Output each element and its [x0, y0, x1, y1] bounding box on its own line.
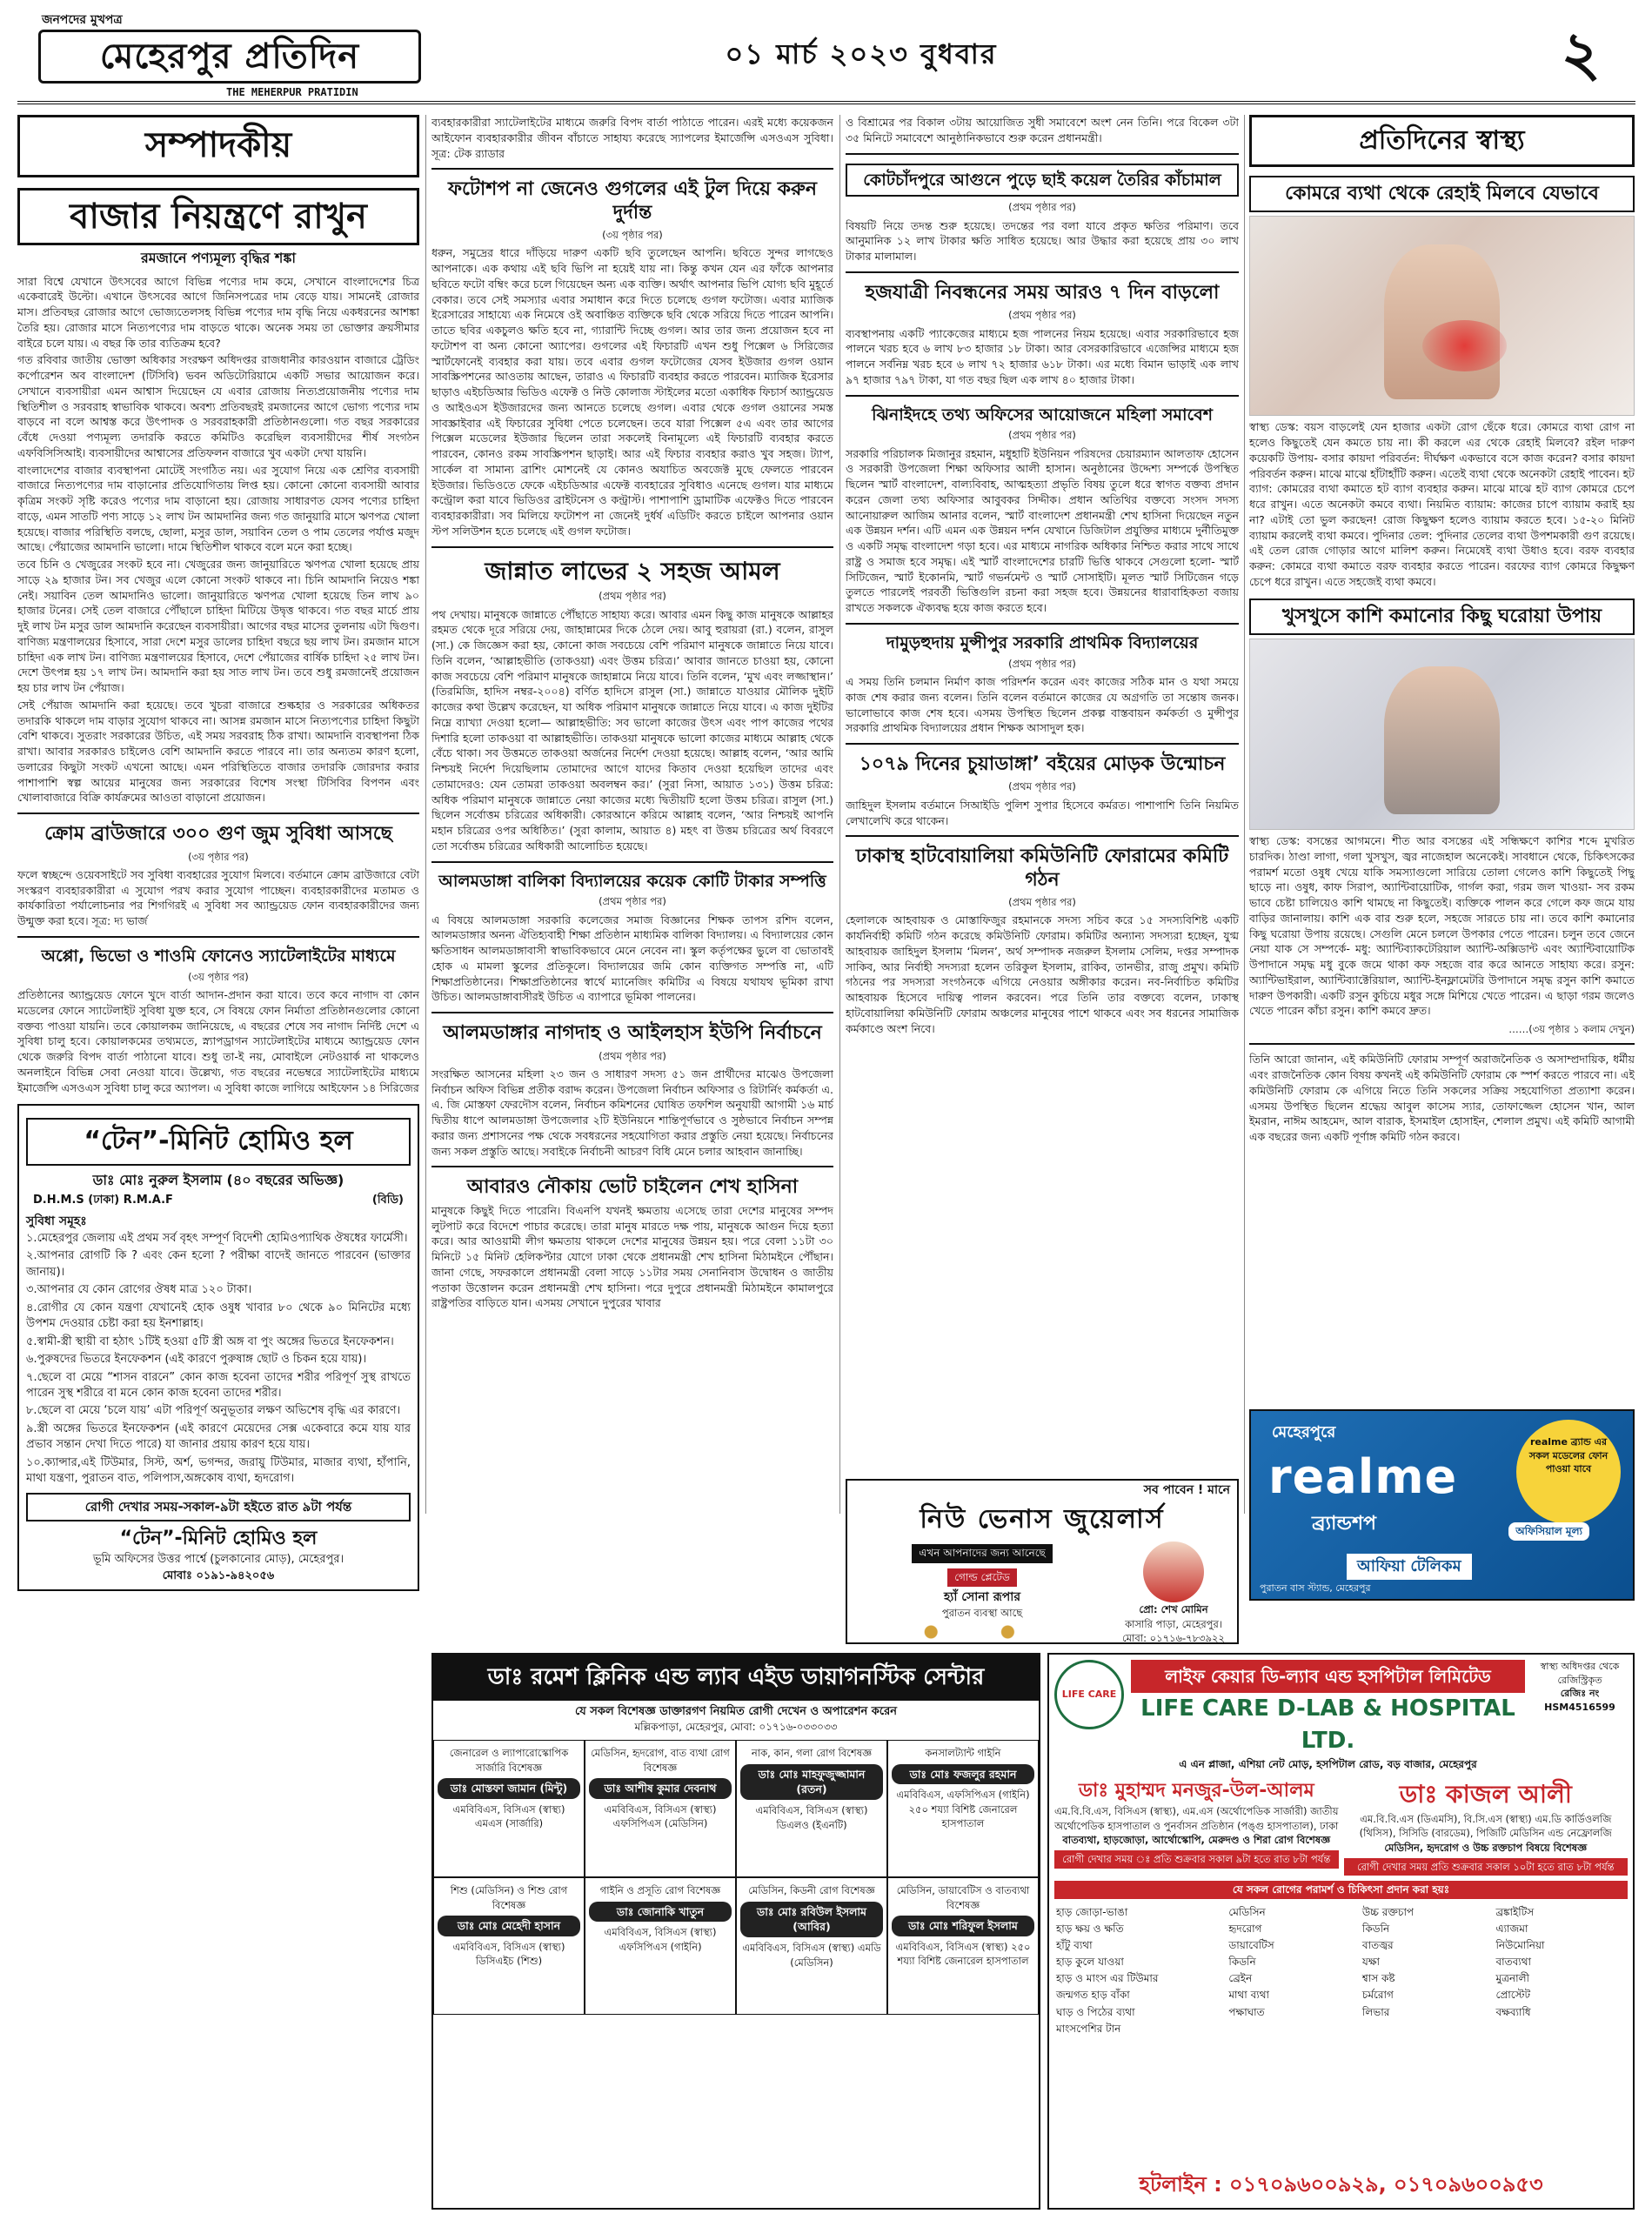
- jeweler-top: সব পাবেন ! মানে: [1143, 1483, 1230, 1497]
- doctor-speciality: মেডিসিন, হৃদরোগ ও উচ্চ রক্তচাপ বিষয়ে বিশেষজ্ঞ: [1384, 1841, 1588, 1854]
- list-item: বাতব্যথা: [1495, 1956, 1532, 1969]
- list-item: ডায়াবেটিস: [1228, 1939, 1274, 1952]
- offer-label: হ্যাঁ সোনা রূপার: [943, 1589, 1021, 1604]
- homeo-title: “টেন”-মিনিট হোমিও হল: [26, 1118, 411, 1166]
- column-divider: [425, 115, 426, 1514]
- masthead-tagline: জনপদের মুখপত্র: [42, 13, 123, 27]
- realme-brand: realme: [1268, 1448, 1458, 1504]
- article-body: এ সময় তিনি চলমান নির্মাণ কাজ পরিদর্শন করেন এবং কাজের সঠিক মান ও যথা সময়ে কাজ শেষ করার জন্য বলেন। তিনি বলেন বর্তমানে কাজের যে অগ্রগতি তা সন্তোষ জনক। ভালোভাবে কাজ শেষ হবে। এসময় উপস্থিত ছিলেন প্রকল্প বাস্তবায়ন কর্মকর্তা ও মুন্সীপুর সরকারি প্রাথমিক বিদ্যালয়ের প্রধান শিক্ষক আসাদুল হক।: [846, 675, 1239, 735]
- jeweler-ad: [846, 1479, 1239, 1644]
- continuation-note: (৩য় পৃষ্ঠার পর): [188, 850, 249, 863]
- column-3: [846, 115, 1239, 1472]
- list-item: মুত্রনালী: [1495, 1972, 1529, 1985]
- doctor-name: ডাঃ আশীষ কুমার দেবনাথ: [589, 1778, 732, 1799]
- list-item: ১০.ক্যান্সার,এই টিউমার, সিস্ট, অর্শ, ভগন্দর, জরায়ু টিউমার, মাজার ব্যথা, হাঁপানি, মাথা যন্ত্রণা, পুরাতন বাত, পলিপাস,অঙ্গকোষ ব্যথা, হৃদরোগ।: [26, 1455, 411, 1486]
- lifecare-hotline: হটলাইন : ০১৭০৯৬০০৯২৯, ০১৭০৯৬০০৯৫৩: [1139, 2171, 1543, 2197]
- list-item: ৬.পুরুষদের ভিতরে ইনফেকশন (এই কারণে পুরুষাঙ্গ ছোট ও চিকন হয়ে যায়)।: [26, 1353, 367, 1367]
- doctor-speciality: মেডিসিন, হৃদরোগ, বাত ব্যথা রোগ বিশেষজ্ঞ: [591, 1747, 730, 1774]
- article-headline: অপ্পো, ভিভো ও শাওমি ফোনেও স্যাটেলাইটের মাধ্যমে: [41, 946, 396, 966]
- homeo-time: রোগী দেখার সময়-সকাল-৯টা হইতে রাত ৯টা পর্যন্ত: [26, 1493, 411, 1521]
- article-headline: হজযাত্রী নিবন্ধনের সময় আরও ৭ দিন বাড়লো: [865, 281, 1220, 304]
- article-headline: ঢাকাস্থ হাটবোয়ালিয়া কমিউনিটি ফোরামের কমিটি গঠন: [855, 846, 1229, 891]
- lifecare-logo: LIFE CARE: [1054, 1660, 1124, 1729]
- paragraph: সারা বিশ্বে যেখানে উৎসবের আগে বিভিন্ন পণ্যের দাম কমে, সেখানে বাংলাদেশের চিত্র একেবারেই উল্টো। এখানে উৎসবের আগে জিনিসপত্রের দাম বেড়ে যায়। সামনেই রোজার মাস। প্রতিবছর রোজার আগে ভোজ্যতেলসহ বিভিন্ন পণ্যের দাম বৃদ্ধি নিয়ে একধরনের আশঙ্কা তৈরি হয়। রোজার মাসে নিত্যপণ্যের দাম বাড়তে থাকে। অনেক সময় তা ভোক্তার ক্রয়সীমার বাইরে চলে যায়। এ বছর কি তার ব্যতিক্রম হবে?: [17, 274, 419, 350]
- list-item: কিডনি: [1228, 1956, 1256, 1969]
- doctor-speciality: মেডিসিন, ডায়াবেটিস ও বাতব্যথা বিশেষজ্ঞ: [896, 1884, 1030, 1911]
- lifecare-list-title: যে সকল রোগের পরামর্শ ও চিকিৎসা প্রদান করা হয়ঃ: [1054, 1881, 1628, 1899]
- gold-jewelry-icon: [854, 1624, 1110, 1640]
- column-divider: [1244, 115, 1245, 1514]
- offer-label: এখন আপনাদের জন্য আনেছে: [912, 1544, 1053, 1562]
- homeo-name-again: “টেন”-মিনিট হোমিও হল: [119, 1528, 318, 1550]
- column-divider: [839, 115, 840, 1514]
- editorial-banner: সম্পাদকীয়: [17, 115, 419, 177]
- divider: [431, 546, 833, 548]
- lifecare-address: এ এন প্লাজা, এশিয়া নেট মোড়, হসপিটাল রোড, বড় বাজার, মেহেরপুর: [1179, 1758, 1477, 1771]
- newspaper-english-name: THE MEHERPUR PRATIDIN: [226, 86, 358, 98]
- homeo-ad: [17, 1104, 419, 1591]
- list-item: হৃদরোগ: [1228, 1923, 1262, 1936]
- back-pain-photo: [1249, 216, 1635, 416]
- homeo-benefits-list: [26, 1231, 411, 1488]
- paragraph: তবে চিনি ও খেজুরের সংকট হবে না। খেজুরের জন্য জানুয়ারিতে ঋণপত্র খোলা হয়েছে প্রায় সাড়ে ২৯ হাজার টন। সব খেজুর এলে কোনো সংকট থাকবে না। চিনি আমদানি নিয়েও শঙ্কা নেই। সয়াবিন তেল আমদানিও ভালো। জানুয়ারিতে ঋণপত্র খোলা হয়েছে তিন লাখ ৯০ হাজার টনের। সেই তেল বাজারে পৌঁছালে চাহিদা মিটিয়ে উদ্বৃত্ত থাকবে। গত বছর মার্চে প্রায় দুই লাখ টন মসুর ডাল আমদানি করেছেন ব্যবসায়ীরা। আগের বছর মাসের তুলনায় এটা দ্বিগুণ। বাণিজ্য মন্ত্রণালয়ের হিসাবে, সারা দেশে মসুর ডালের চাহিদা বছরে ছয় লাখ টন। রমজান মাসে চাহিদা এক লাখ টন। বাণিজ্য মন্ত্রণালয়ের হিসাবে, দেশে পেঁয়াজের বার্ষিক চাহিদা ২৫ লাখ টন। দেশে উৎপন্ন হয় ১৭ লাখ টন। আমদানি করা হয় সাত লাখ টন। তবে শুধু রমজানেই প্রয়োজন হয় চার লাখ টন পেঁয়াজ।: [17, 558, 419, 695]
- list-item: নিউমোনিয়া: [1495, 1939, 1545, 1952]
- health-body-back-pain: স্বাস্থ্য ডেস্ক: বয়স বাড়লেই যেন হাজার একটা রোগ ছেঁকে ধরে। কোমরে ব্যথা রোগ না হলেও কিছুতেই যেন কমতে চায় না। কী করলে এর থেকে রেহাই মিলবে? রইল দারুণ কয়েকটি উপায়- বসার কায়দা পরিবর্তন: দীর্ঘক্ষণ একভাবে বসে কাজ করেন? বসার কায়দা পরিবর্তন করুন। মাঝে মাঝে হাঁটাহাঁটি করুন। এতেই ব্যথা থেকে অনেকটা রেহাই পাবেন। হট ব্যাগ: কোমরের ব্যথা কমাতে হট ব্যাগ ব্যবহার করুন। মাঝে মাঝে হট ব্যাগ কোমরে চেপে ধরে রাখুন। এতে অনেকটা কমবে ব্যথা। নিয়মিত ব্যায়াম: কাজের চাপে ব্যায়াম করাই হয় না? এটাই তো ভুল করছেন! রোজ কিছুক্ষণ হলেও ব্যায়াম করতে হবে। ১৫-২০ মিনিট ব্যায়াম করলেই ব্যথা কমবে। পুদিনার তেল: পুদিনার তেলের ব্যথা উপশমকারী গুণ রয়েছে। এই তেল রোজ গোড়ার আগে মালিশ করুন। নিমেষেই ব্যথা উধাও হবে। বরফ ব্যবহার করুন: কোমরে ব্যথা কমাতে বরফ ব্যবহার করতে পারেন। বরফের ব্যাগ কোমরে কিছুক্ষণ চেপে ধরে রাখুন। এতে সহজেই ব্যথা কমবে।: [1249, 420, 1635, 588]
- continuation-note: (প্রথম পৃষ্ঠার পর): [599, 1049, 666, 1062]
- list-item: ৩.আপনার যে কোন রোগের ঔষধ মাত্র ১২০ টাকা।: [26, 1283, 252, 1297]
- list-item: যক্ষা: [1361, 1956, 1381, 1969]
- divider: [431, 168, 833, 170]
- doctor-card: [736, 1740, 887, 1877]
- list-item: ব্রঙ্কাইটিস: [1495, 1906, 1535, 1919]
- editorial-headline: বাজার নিয়ন্ত্রণে রাখুন: [17, 188, 419, 245]
- continuation-note: (প্রথম পৃষ্ঠার পর): [1008, 309, 1076, 322]
- homeo-address: ভূমি অফিসের উত্তর পার্শ্বে (চুলকানোর মোড়), মেহেরপুর।: [92, 1553, 344, 1567]
- doctor-degree: এমবিবিএস, বিসিএস (স্বাস্থ্য) এমএস (সার্জারি): [452, 1802, 565, 1830]
- doctor-degree: এমবিবিএস, বিসিএস (স্বাস্থ্য) ডিএলও (ইএনটি): [755, 1804, 868, 1831]
- list-item: মাংসপেশির টান: [1056, 2022, 1121, 2035]
- doctor-name: ডাঃ মোস্তফা জামান (মিন্টু): [438, 1778, 580, 1799]
- list-item: লিভার: [1361, 2005, 1390, 2018]
- article-body: প্রতিষ্ঠানের অ্যান্ড্রয়েড ফোনে খুদে বার্তা আদান-প্রদান করা যাবে। তবে কবে নাগাদ বা কোন মডেলের ফোনে স্যাটেলাইট সুবিধা যুক্ত হবে, সে বিষয়ে ফোন নির্মাতা প্রতিষ্ঠানগুলোর কোনো বক্তব্য পাওয়া যায়নি। তবে কোয়ালকম জানিয়েছে, এ বছরের শেষে সব নাগাদ নির্দিষ্ট দেশে এ সুবিধা চালু হবে। কোয়ালকমের তথ্যমতে, স্ন্যাপড্রাগন স্যাটেলাইটের মাধ্যমে অ্যান্ড্রয়েড ফোন থেকে জরুরি বিপদ বার্তা পাঠানো যাবে। শুধু তা-ই নয়, মোবাইলে নেটওয়ার্ক না থাকলেও অনলাইনে বিভিন্ন সেবা নেওয়া যাবে। উল্লেখ্য, গত বছরের নভেম্বরে স্যাটেলাইটের মাধ্যমে ইমার্জেন্সি এসওএস সুবিধা চালু করে অ্যাপল। এ সুবিধা কাজে লাগিয়ে আইফোন ১৪ সিরিজের: [17, 988, 419, 1094]
- article-headline: কোটচাঁদপুরে আগুনে পুড়ে ছাই কয়েল তৈরির কাঁচামাল: [846, 164, 1239, 197]
- list-item: মেডিসিন: [1228, 1906, 1266, 1919]
- article-body: ব্যবহারকারীরা স্যাটেলাইটের মাধ্যমে জরুরি বিপদ বার্তা পাঠাতে পারেন। এরই মধ্যে কয়েকজন আইফোন ব্যবহারকারীর জীবন বাঁচাতে সাহায্য করেছে স্যাপলের ইমার্জেন্সি এসওএস সুবিধা। সূত্র: টেক র‍্যাডার: [431, 116, 833, 160]
- list-item: ৪.রোগীর যে কোন যন্ত্রণা যেখানেই হোক ওষুধ খাবার ৮০ থেকে ৯০ মিনিটের মধ্যে উপশম দেওয়ার চেষ্টা করা হয় ইনশাল্লাহ।: [26, 1301, 411, 1331]
- doctor-name: ডাঃ মোঃ রবিউল ইসলাম (আবির): [740, 1902, 883, 1938]
- doctor-time: রোগী দেখার সময় ঃ প্রতি শুক্রবার সকাল ৯টা হতে রাত ৮টা পর্যন্ত: [1054, 1850, 1339, 1868]
- list-item: ঘাড় ও পিঠের ব্যথা: [1056, 2005, 1135, 2018]
- clinic-address: মল্লিকপাড়া, মেহেরপুর, মোবা: ০১৭১৬-০৩৩০৩৩: [634, 1721, 838, 1734]
- person-figure: [1384, 666, 1499, 814]
- divider: [846, 271, 1239, 273]
- doctor-card: [585, 1740, 736, 1877]
- article-body: ব্যবস্থাপনায় একটি প্যাকেজের মাধ্যমে হজ পালনের নিয়ম হয়েছে। এবার সরকারিভাবে হজ পালনে খরচ হবে ৬ লাখ ৮৩ হাজার ১৮ টাকা। আর বেসরকারিভাবে এজেন্সির মাধ্যমে হজ পালনে সর্বনিম্ন খরচ হবে ৬ লাখ ৭২ হাজার ৬১৮ টাকা। এর মধ্যে বিমান ভাড়াই এক লাখ ৯৭ হাজার ৭৯৭ টাকা, যা গত বছর ছিল এক লাখ ৪০ হাজার টাকা।: [846, 326, 1239, 386]
- editorial-body: [17, 274, 419, 806]
- divider: [1249, 1043, 1635, 1045]
- list-item: ৯.স্ত্রী অঙ্গের ভিতরে ইনফেকশন (এই কারণে মেয়েদের সেক্স একেবারে কমে যায় যার প্রভাব সন্তান দেখা দিতে পারে) যা জানার প্রয়ায় কারণ হয়ে যায়।: [26, 1421, 411, 1452]
- divider: [846, 743, 1239, 745]
- list-item: হাড় ও মাংস এর টিউমার: [1056, 1972, 1159, 1985]
- homeo-doctor: ডাঃ মোঃ নুরুল ইসলাম (৪০ বছরের অভিজ্ঞ): [92, 1171, 344, 1188]
- doctor-card: [736, 1877, 887, 2015]
- list-item: জন্মগত হাড় বাঁকা: [1056, 1989, 1130, 2002]
- doctor-name: ডাঃ মোঃ মাহফুজুজ্জামান (রতন): [740, 1764, 883, 1801]
- article-headline: আবারও নৌকায় ভোট চাইলেন শেখ হাসিনা: [466, 1176, 799, 1199]
- article-body: তিনি আরো জানান, এই কমিউনিটি ফোরাম সম্পূর্ণ অরাজনৈতিক ও অসাম্প্রদায়িক, ধর্মীয় এবং রাজনৈতিক কোন বিষয় কখনই এই কমিউনিটি ফোরাম কে স্পর্শ করতে পারবে না। এই কমিউনিটি ফোরাম কে এগিয়ে নিতে তিনি সকলের সক্রিয় সহযোগিতা প্রত্যাশা করেন। এসময় উপস্থিত ছিলেন শ্রদ্ধেয় আবুল কাসেম স্যার, তোফাজ্জেল হোসেন খান, আল ইমরান, নাঈম আহমেদ, আল বারাক, ইসমাইল হোসাইন, শেলাল প্রমুখ। এই কমিটি আগামী এক বছরের জন্য একটি পূর্ণাঙ্গ কমিটি গঠন করবে।: [1249, 1053, 1635, 1144]
- doctor-degree: এমবিবিএস, বিসিএস (স্বাস্থ্য) এফসিপিএস (মেডিসিন): [604, 1802, 717, 1830]
- homeo-degree-left: D.H.M.S (ঢাকা) R.M.A.F: [33, 1193, 173, 1207]
- column-2: [431, 115, 833, 1455]
- list-item: এ্যাজমা: [1495, 1923, 1528, 1936]
- doctor-time: রোগী দেখার সময় প্রতি শুক্রবার সকাল ১০টা হতে রাত ৮টা পর্যন্ত: [1344, 1858, 1629, 1876]
- continuation-note: (৩য় পৃষ্ঠার পর): [188, 970, 249, 983]
- divider: [846, 153, 1239, 155]
- list-item: বাতজ্বর: [1361, 1939, 1394, 1952]
- article-headline: আলমডাঙ্গার নাগদাহ ও আইলহাস ইউপি নির্বাচনে: [443, 1022, 822, 1045]
- column-health: [1249, 115, 1635, 1385]
- divider: [431, 1012, 833, 1013]
- homeo-degree: [33, 1193, 404, 1208]
- jeweler-proprietor: [1117, 1542, 1230, 1644]
- list-item: হাড় ক্ষয় ও ক্ষতি: [1056, 1923, 1124, 1936]
- article-body: এ বিষয়ে আলমডাঙ্গা সরকারি কলেজের সমাজ বিজ্ঞানের শিক্ষক তাপস রশিদ বলেন, আলমডাঙ্গার অনন্য ঐতিহ্যবাহী শিক্ষা প্রতিষ্ঠান মাধ্যমিক বালিকা বিদ্যালয়। এ বিদ্যালয়ের কোন ক্ষতিসাধন আলমডাঙ্গাবাসী স্বাভাবিকভাবে মেনে নেবেন না। স্কুল কর্তৃপক্ষের ভুলে বা ভোতাবই হোক এ মামলা স্কুলের প্রতিকূলে। বিদ্যালয়ের জমি কোন ব্যক্তিগত সম্পত্তি না, এটি শিক্ষাপ্রতিষ্ঠানের। শিক্ষাপ্রতিষ্ঠানের স্বার্থে ম্যানেজিং কমিটির এ বিষয়ে যথাযথ ভূমিকা রাখা উচিত। আলমডাঙ্গাবাসীরই উচিত এ ব্যাপারে ভূমিকা পালনের।: [431, 913, 833, 1004]
- list-item: প্রোস্টেট: [1495, 1989, 1531, 2002]
- continuation-note: (প্রথম পৃষ্ঠার পর): [1008, 429, 1076, 442]
- list-item: ৮.ছেলে বা মেয়ে ‘চলে যায়’ এটা পরিপূর্ণ অনুভূতার লক্ষণ অভিশেষ বৃদ্ধি এর কারণে।: [26, 1404, 401, 1418]
- cough-photo: [1249, 639, 1635, 830]
- realme-sub: ব্র্যান্ডশপ: [1312, 1513, 1376, 1535]
- divider: [846, 623, 1239, 625]
- proprietor-photo: [1143, 1542, 1204, 1602]
- lifecare-doctor-1: [1054, 1777, 1339, 1876]
- divider: [17, 813, 419, 814]
- divider: [846, 835, 1239, 837]
- list-item: ব্রেইন: [1228, 1972, 1253, 1985]
- list-item: উচ্চ রক্তচাপ: [1361, 1906, 1415, 1919]
- pain-highlight: [1422, 320, 1507, 371]
- clinic-ad: [431, 1653, 1040, 2210]
- masthead: [17, 7, 1635, 104]
- continuation-note: (৩য় পৃষ্ঠার পর): [602, 229, 663, 242]
- continuation-note: (প্রথম পৃষ্ঠার পর): [599, 590, 666, 603]
- doctor-speciality: শিশু (মেডিসিন) ও শিশু রোগ বিশেষজ্ঞ: [450, 1884, 568, 1911]
- column-editorial: [17, 115, 419, 1591]
- doctor-card: [433, 1877, 585, 2015]
- jeweler-phone: মোবা: ০১৭১৬-৭৮৩৯২২: [1122, 1632, 1225, 1644]
- doctor-name: ডাঃ মোঃ ফজলুর রহমান: [892, 1764, 1034, 1785]
- clinic-subtitle: যে সকল বিশেষজ্ঞ ডাক্তারগণ নিয়মিত রোগী দেখেন ও অপারেশন করেন: [575, 1704, 897, 1718]
- health-body-cough: স্বাস্থ্য ডেস্ক: বসন্তের আগমনে। শীত আর বসন্তের এই সন্ধিক্ষণে কাশির শব্দে মুখরিত চারদিক। ঠাণ্ডা লাগা, গলা খুসখুস, জ্বর নাজেহাল অনেকেই। সাবধানে থেকে, চিকিৎসকের পরামর্শ মতো ওষুধ খেয়ে যাকি সমস্যাগুলো সারিয়ে তোলা গেলেও কাশি কিছুতেই পিছু ছাড়ে না। ওষুধ, কাফ সিরাপ, অ্যান্টিবায়োটিক, গার্গল করা, গরম জল খাওয়া- সব রকম ভাবে চেষ্টা চালিয়েও কাশি থামছে না কিছুতেই। ব্যক্তিকে পালন করে গেলে কফ জমে যায় বাড়ির জানালায়। কাশি এক বার শুরু হলে, সহজে সারতে চায় না। তবে কাশি কমানোর কিছু ঘরোয়া উপায় রয়েছে। সেগুলি মেনে চললে উপকার পেতে পারেন। চলুন তবে জেনে নেয়া যাক সে সম্পর্কে- মধু: অ্যান্টিব্যাকটেরিয়াল অ্যান্টি-অক্সিডান্ট এবং অ্যান্টিবায়োটিক উপাদানে সমৃদ্ধ মধু বুকে জমে থাকা কফ সহজে বার করে আনতে সাহায্য করে। রসুন: অ্যান্টিভাইরাল, অ্যান্টিব্যাক্টেরিয়াল, অ্যান্টি-ইনফ্লামেটরি উপাদানে সমৃদ্ধ রসুন কাশি কমাতে দারুণ উপকারী। একটি রসুন কুচিয়ে মধুর সঙ্গে মিশিয়ে খেতে পারেন। এ ছাড়া গরম জলেও খেতে পারেন কাঁচা রসুন। কাশি কমবে দ্রুত।: [1249, 834, 1635, 1018]
- realme-official: অফিসিয়াল মূল্য: [1508, 1522, 1589, 1541]
- realme-address: পুরাতন বাস স্ট্যান্ড, মেহেরপুর: [1260, 1582, 1371, 1595]
- paragraph: সেই পেঁয়াজ আমদানি করা হয়েছে। তবে খুচরা বাজারে শুল্কহার ও সরকারের অধিকতর তদারকি থাকলে দাম বাড়ার সুযোগ থাকবে না। আসন্ন রমজান মাসে নিত্যপণ্যের চাহিদা কিছুটা বেশি থাকবে। সুতরাং সরকারের উচিত, এই সময় সরবরাহ ঠিক রাখা। আমদানি ব্যবস্থাপনা ঠিক রাখা। আবার সরকারও চাইলেও বেশি আমদানি করতে পারবে না। তার অন্যতম কারণ হলো, ডলারের কিছুটা সংকট এখনো আছে। এমন পরিস্থিতিতে বাজার তদারকি জোরদার করার পাশাপাশি স্বল্প আয়ের মানুষের জন্য সরকারের বিশেষ সংস্থা টিসিবির বিপণন এবং খোলাবাজারে বিক্রি কার্যক্রমের আওতা বাড়ানো প্রয়োজন।: [17, 698, 419, 805]
- article-body: সরকারি পরিচালক মিজানুর রহমান, মধুহাটি ইউনিয়ন পরিষদের চেয়ারম্যান আলতাফ হোসেন ও সরকারী উপজেলা শিক্ষা অফিসার আলী হাসান। অনুষ্ঠানের উদ্দেশ্য সম্পর্কে উপস্থিত ছিলেন স্মার্ট বাংলাদেশ, বাল্যবিবাহ, আত্মহত্যা প্রভৃতি বিষয় তুলে ধরে স্বাগত বক্তব্য প্রদান করেন জেলা তথ্য অফিসার আবুবকর সিদ্দীক। প্রধান অতিথির বক্তব্যে সংসদ সদস্য আনোয়ারুল আজিম আনার বলেন, স্মার্ট বাংলাদেশ প্রধানমন্ত্রী শেখ হাসিনা দিয়েছেন নতুন এক উন্নয়ন দর্শন। এটি এমন এক উন্নয়ন দর্শন যেখানে ডিজিটাল প্রযুক্তির মাধ্যমে দুর্নীতিমুক্ত ও একটি সমৃদ্ধ বাংলাদেশ গড়া হবে। এর মাধ্যমে নাগরিক অধিকার নিশ্চিত করার সাথে সাথে রাষ্ট্র ও সমাজ হবে সমৃদ্ধ। এই স্মার্ট বাংলাদেশের চারটি ভিত্তি থাকবে সেগুলো হলো- স্মার্ট সিটিজেন, স্মার্ট ইকোনমি, স্মার্ট গভর্নমেন্ট ও স্মার্ট সোসাইটি। মূলত স্মার্ট সিটিজেন গড়ে তুলতে পারলেই পরবর্তী ভিত্তিগুলি রচনা করা সহজ হবে। উন্নয়নের ধারাবাহিকতা বজায় রাখতে সকলকে ঐক্যবদ্ধ হয়ে কাজ করতে হবে।: [846, 446, 1239, 615]
- doctor-speciality: কনসালট্যান্ট গাইনি: [925, 1747, 1001, 1760]
- article-body: সংরক্ষিত আসনের মহিলা ২৩ জন ও সাধারণ সদস্য ৫১ জন প্রার্থীদের মাঝেও উপজেলা নির্বাচন অফিস বিভিন্ন প্রতীক বরাদ্দ করেন। উপজেলা নির্বাচন অফিসার ও রিটার্নিং কর্মকর্তা এ. এ. জি মোস্তফা ফেরদৌস বলেন, নির্বাচন কমিশনের ঘোষিত তফশিল অনুযায়ী আগামী ১৬ মার্চ দ্বিতীয় ধাপে আলমডাঙ্গা উপজেলার ২টি ইউনিয়নে শান্তিপূর্ণভাবে ও সুষ্ঠভাবে নির্বাচন সম্পন্ন করার জন্য প্রশাসনের পক্ষ থেকে সবধরনের সহযোগিতা করার প্রস্তুতি নেয়া হয়েছে। নির্বাচনের জন্য সকল প্রস্তুতি আছে। সবাইকে নির্বাচনী আচরণ বিধি মেনে চলার আহবান জানাচ্ছি।: [431, 1067, 833, 1158]
- list-item: মাথা ব্যথা: [1228, 1989, 1270, 2002]
- article-headline: আলমডাঙ্গা বালিকা বিদ্যালয়ের কয়েক কোটি টাকার সম্পত্তি: [438, 871, 826, 891]
- doctor-name: ডাঃ মোঃ শরিফুল ইসলাম: [892, 1916, 1034, 1936]
- service-list: [1228, 1904, 1359, 2036]
- jeweler-name: নিউ ভেনাস জুয়েলার্স: [920, 1503, 1165, 1535]
- lifecare-service-lists: [1049, 1904, 1633, 2036]
- article-body: ও বিশ্রামের পর বিকাল ৩টায় আয়োজিত সুধী সমাবেশে অংশ নেন তিনি। পরে বিকেল ৩টা ৩৫ মিনিটে সমাবেশে আনুষ্ঠানিকভাবে শুরু করেন প্রধানমন্ত্রী।: [846, 116, 1239, 144]
- doctor-name: ডাঃ কাজল আলী: [1399, 1780, 1572, 1809]
- doctor-card: [585, 1877, 736, 2015]
- article-body: জাহিদুল ইসলাম বর্তমানে সিআইডি পুলিশ সুপার হিসেবে কর্মরত। পাশাপাশি তিনি নিয়মিত লেখালেখি করে থাকেন।: [846, 798, 1239, 827]
- homeo-phone: মোবাঃ ০১৯১-৯৪২০৫৬: [162, 1568, 275, 1582]
- article-headline: ক্রোম ব্রাউজারে ৩০০ গুণ জুম সুবিধা আসছে: [44, 823, 392, 846]
- article-body: মানুষকে কিছুই দিতে পারেনি। বিএনপি যখনই ক্ষমতায় এসেছে তারা দেশের মানুষের সম্পদ লুটপাট করে বিদেশে পাচার করেছে। তারা মানুষ মারতে দক্ষ পায়, মানুষকে আগুন দিয়ে হত্যা করে। আর আওয়ামী লীগ ক্ষমতায় থাকলে দেশের মানুষের উন্নয়ন হয়। পরে বেলা ১১টা ৩০ মিনিটে ১৫ মিনিট হেলিকপ্টার যোগে ঢাকা থেকে প্রধানমন্ত্রী শেখ হাসিনা মিঠামইনে পৌঁছান। জানা গেছে, সফরকালে প্রধানমন্ত্রী বেলা সাড়ে ১১টার সময় সেনানিবাস উদ্বোধন ও জাতীয় পতাকা উত্তোলন করেন প্রধানমন্ত্রী শেখ হাসিনা। পরে দুপুরে প্রধানমন্ত্রী মিঠামইনে কামালপুরে রাষ্ট্রপতির বাড়িতে যান। এসময় সেখানে দুপুরের খাবার: [431, 1203, 833, 1310]
- doctor-speciality: বাতব্যথা, হাড়জোড়া, আর্থোস্কোপি, মেরুদণ্ড ও শিরা রোগ বিশেষজ্ঞ: [1062, 1834, 1331, 1847]
- doctor-degree: এমবিবিএস, বিসিএস (স্বাস্থ্য) ডিসিএইচ (শিশু): [452, 1940, 565, 1968]
- doctor-speciality: জেনারেল ও ল্যাপারোস্কোপিক সার্জারি বিশেষজ্ঞ: [449, 1747, 569, 1774]
- proprietor-name: প্রো: শেখ মোমিন: [1139, 1603, 1208, 1616]
- doctor-degree: এম.বি.বি.এস (ডিএমসি), বি.সি.এস (স্বাস্থ্য) এম.ডি কার্ডিওলজি (থিসিস), সিসিডি (বারডেম), পিজিটি মেডিসিন এন্ড নেফ্রোলজি: [1359, 1812, 1612, 1840]
- continuation-note: (প্রথম পৃষ্ঠার পর): [1008, 201, 1076, 214]
- list-item: কিডনি: [1361, 1923, 1390, 1936]
- article-headline: দামুড়হুদায় মুন্সীপুর সরকারি প্রাথমিক বিদ্যালয়ের: [886, 632, 1199, 652]
- list-item: বক্ষব্যাধি: [1495, 2005, 1531, 2018]
- doctor-name: ডাঃ মোঃ মেহেদী হাসান: [438, 1916, 580, 1936]
- list-item: চর্মরোগ: [1361, 1989, 1394, 2002]
- article-body: ধরুন, সমুদ্রের ধারে দাঁড়িয়ে দারুণ একটি ছবি তুলেছেন আপনি। ছবিতে সুন্দর লাগছেও আপনাকে। এক কথায় এই ছবি ভিপি না হয়েই যায় না। কিন্তু কখন যেন এর ফাঁকে আপনার ছবিতে ফটো বম্বিং করে চলে গিয়েছেন অন্য এক ব্যক্তি। অর্থাৎ আপনার ভিপি যোগ্য ছবি মুহূর্তে বেকার। তবে সেই সমস্যার এবার সমাধান করে দিতে চলেছে গুগল ফটোজ। এবার ম্যাজিক ইরেসারের সাহায্যে এক নিমেষে ওই অবাঞ্চিত ব্যক্তিকে ছবি থেকে সরিয়ে দিতে পারেন আপনি। তাতে ছবির একচুলও ক্ষতি হবে না, গ্যারান্টি দিচ্ছে গুগল। আর তার জন্য প্রয়োজন হবে না ফটোশপ বা অন্য কোনো অ্যাপের। গুগলের এই ফিচারটি এখন শুধু পিক্সেল ৬ সিরিজের স্মার্টফোনেই ব্যবহার করা যায়। তবে এবার গুগল ফটোজের যেসব ইউজার গুগল ওয়ান সাবস্ক্রিপশনের আওতায় আছেন, তারাও এ ফিচারটি ব্যবহার করতে পারবেন। ম্যাজিক ইরেসার ছাড়াও এইচডিআর ভিডিও এফেক্ট ও নিউ কোলাজ স্টাইলের মতো একাধিক ফিচার্স অ্যান্ড্রয়েড ও আইওএস ইউজারদের জন্য আনতে চলেছে গুগল। এবার থেকে গুগল ওয়ানের সমস্ত সাবস্ক্রাইবার এই ফিচারের সুবিধা পেতে চলেছেন। তবে যারা পিক্সেল ৫এ এবং তার আগের পিক্সেল মডেলের ইউজার ছিলেন তারা সকলেই বিনামূল্যে এই ফিচারটি ব্যবহার করতে পারবেন, কোনও রকম সাবস্ক্রিপশন ছাড়াই। আর এই ফিচার ব্যবহার করাও খুব সহজ। ট্যাপ, সার্কেল বা সামান্য ব্রাশিং মোশনেই যে কোনও অযাচিত অবজেক্ট মুছে ফেলতে পারবেন ইউজার। ভিডিওতে ফেকে এইচডিআর এফেক্ট ব্যবহারের সুবিধাও এনেছে গুগল। যার মাধ্যমে কন্ট্রোল করা যাবে ভিডিওর ব্রাইটনেস ও কন্ট্রাস্ট। পাশাপাশি ড্রামাটিক এফেক্টও দিতে পারবেন ব্যবহারকারীরা। সব মিলিয়ে ফটোশপ না জেনেই দুর্ধর্ষ এডিটিং করতে চাইলে আপনার ওয়ান স্টপ সলিউশন হতে চলেছে এই গুগল ফটোজ।: [431, 246, 833, 538]
- realme-badge: realme ব্র্যান্ড এর সকল মডেলের ফোন পাওয়া যাবে: [1516, 1420, 1621, 1524]
- reg-number: রেজিঃ নং HSM4516599: [1544, 1688, 1615, 1713]
- article-body: বিষয়টি নিয়ে তদন্ত শুরু হয়েছে। তদন্তের পর বলা যাবে প্রকৃত ক্ষতির পরিমাণ। তবে আনুমানিক ১২ লাখ টাকার ক্ষতি সাধিত হয়েছে। আর উদ্ধার করা হয়েছে প্রায় ৩০ লাখ টাকার মালামাল।: [846, 218, 1239, 264]
- list-item: শ্বাস কষ্ট: [1361, 1972, 1395, 1985]
- service-list: [1362, 1904, 1493, 2036]
- service-list: [1495, 1904, 1626, 2036]
- doctor-degree: এমবিবিএস, এফসিপিএস (গাইনি) ২৫০ শয্যা বিশিষ্ট জেনারেল হাসপাতাল: [896, 1789, 1030, 1830]
- paragraph: বাংলাদেশের বাজার ব্যবস্থাপনা মোটেই সংগঠিত নয়। এর সুযোগ নিয়ে এক শ্রেণির ব্যবসায়ী বাজারে নিত্যপণ্যের দাম বাড়ানোর প্রতিযোগিতায় লিপ্ত হয়। কোনো কোনো ব্যবসায়ী আবার কৃত্রিম সংকট সৃষ্টি করেও পণ্যের দাম বাড়ানো হয়। রোজায় সাধারণত যেসব পণ্যের চাহিদা বাড়ে, এমন সাতটি পণ্য সাড়ে ১২ লাখ টন আমদানির জন্য গত জানুয়ারি মাসে ঋণপত্র খোলা হয়েছে। বাজার পরিস্থিতি বলছে, ছোলা, মসুর ডাল, সয়াবিন তেল ও পাম তেলের পর্যাপ্ত মজুদ আছে। পেঁয়াজের আমদানি ভালো। দামে স্থিতিশীল থাকবে বলে মনে করা হচ্ছে।: [17, 463, 419, 554]
- list-item: হাড় কুলে যাওয়া: [1056, 1956, 1124, 1969]
- realme-top: মেহেরপুরে: [1272, 1423, 1336, 1441]
- doctor-card: [433, 1740, 585, 1877]
- offer-label: গোল্ড প্লেটেড: [947, 1568, 1017, 1587]
- article-body: পথ দেখায়। মানুষকে জান্নাতে পৌঁছাতে সাহায্য করে। আবার এমন কিছু কাজ মানুষকে আল্লাহর রহমত থেকে দূরে সরিয়ে দেয়, জাহান্নামের দিকে ঠেলে দেয়। আবু হুরায়রা (রা.) বলেন, রাসুল (সা.) কে জিজ্ঞেস করা হয়, কোনো কাজ সবচেয়ে বেশি পরিমাণ মানুষকে জান্নাতে নিয়ে যাবে। তিনি বলেন, ‘আল্লাহভীতি (তাকওয়া) এবং উত্তম চরিত্র।’ আবার জানতে চাওয়া হয়, কোনো কাজ সবচেয়ে বেশি পরিমাণ মানুষকে জাহান্নামে নিয়ে যাবে। তিনি বলেন, ‘মুখ এবং লজ্জাস্থান।’ (তিরমিজি, হাদিস নম্বর-২০০৪) বর্ণিত হাদিসে রাসুল (সা.) জান্নাতে যাওয়ার মৌলিক দুইটি কাজের কথা উল্লেখ করেছেন, যা অধিক পরিমাণ মানুষকে জান্নাতে নিয়ে যাবে। এ কাজ দুইটির নিম্নে ব্যাখ্যা দেওয়া হলো— আল্লাহভীতি: সব ভালো কাজের উৎস এবং পাপ কাজের পথের দিশারি হলো তাকওয়া বা আল্লাহভীতি। তাকওয়া মানুষকে ভালো কাজের মাধ্যমে আল্লাহ থেকে বেঁচে থাকা। সব উত্তমতে তাকওয়া অর্জনের নির্দেশ দেওয়া হয়েছে। আল্লাহ বলেন, ‘আর আমি নিশ্চয়ই নির্দেশ দিয়েছিলাম তোমাদের আগে যাদের কিতাব দেওয়া হয়েছিল তাদের এবং তোমাদেরও: যেন তোমরা তাকওয়া অবলম্বন কর।’ (সুরা নিসা, আয়াত ১৩১) উত্তম চরিত্র: অধিক পরিমাণ মানুষকে জান্নাতে নেয়া কাজের মধ্যে দ্বিতীয়টি হলো উত্তম চরিত্র। রাসুল (সা.) ছিলেন সর্বোত্তম চরিত্রের অধিকারী। কোরআনে করিমে আল্লাহ বলেন, ‘আর নিশ্চয়ই আপনি মহান চরিত্রের ওপর অধিষ্ঠিত।’ (সুরা কালাম, আয়াত ৪) মহৎ বা উত্তম চরিত্রের অর্থ বিবরণে তো সর্বোত্তম চরিত্রের অধিকারী আলোচিত হয়েছে।: [431, 607, 833, 853]
- list-item: ৫.স্বামী-স্ত্রী স্থায়ী বা হঠাৎ ১টিই হওয়া ৫টি স্ত্রী অঙ্গ বা পুং অঙ্গের ভিতরে ইনফেকশন।: [26, 1334, 394, 1348]
- lifecare-ad: [1047, 1653, 1635, 2210]
- continuation-note: ……(৩য় পৃষ্ঠার ১ কলাম দেখুন): [1508, 1023, 1635, 1036]
- article-headline: ঝিনাইদহে তথ্য অফিসের আয়োজনে মহিলা সমাবেশ: [872, 405, 1213, 425]
- lifecare-registration: [1532, 1660, 1628, 1714]
- list-item: হাঁটু ব্যথা: [1056, 1939, 1093, 1952]
- continuation-note: (প্রথম পৃষ্ঠার পর): [1008, 657, 1076, 670]
- clinic-title: ডাঃ রমেশ ক্লিনিক এন্ড ল্যাব এইড ডায়াগনস্টিক সেন্টার: [433, 1655, 1039, 1701]
- doctor-card: [887, 1740, 1039, 1877]
- jeweler-offer: [854, 1542, 1110, 1644]
- newspaper-logo: মেহেরপুর প্রতিদিন: [38, 30, 421, 84]
- doctor-card: [887, 1877, 1039, 2015]
- doctor-name: ডাঃ মুহাম্মদ মনজুর-উল-আলম: [1078, 1780, 1314, 1802]
- continuation-note: (প্রথম পৃষ্ঠার পর): [1008, 896, 1076, 909]
- doctor-degree: এম.বি.বি.এস, বিসিএস (স্বাস্থ্য), এম.এস (অর্থোপেডিক সার্জারী) জাতীয় অর্থোপেডিক হাসপাতাল ও পুনর্বাসন প্রতিষ্ঠান (পঙ্গু হাসপাতাল), ঢাকা: [1054, 1805, 1339, 1832]
- article-headline: ফটোশপ না জেনেও গুগলের এই টুল দিয়ে করুন দুর্দান্ত: [447, 178, 817, 224]
- doctor-speciality: গাইনি ও প্রসূতি রোগ বিশেষজ্ঞ: [599, 1884, 721, 1897]
- divider: [846, 395, 1239, 397]
- clinic-doctor-grid: [433, 1740, 1039, 2015]
- page-number: ২: [1561, 18, 1601, 90]
- article-body: ফলে স্বচ্ছন্দে ওয়েবসাইটে সব সুবিধা ব্যবহারের সুযোগ মিলবে। বর্তমানে ক্রোম ব্রাউজারে বেটা সংস্করণ ব্যবহারকারীরা এ সুযোগ পরখ করার সুযোগ পাচ্ছেন। ব্যবহারকারীদের মতামত ও কার্যকারিতা পর্যালোচনার পর শিগগিরই এ সুবিধা সব অ্যান্ড্রয়েড ফোন ব্যবহারকারীদের জন্য উন্মুক্ত করা হবে। সূত্র: দ্য ভার্জ: [17, 867, 419, 928]
- doctor-name: ডাঃ জোনাকি খাতুন: [589, 1902, 732, 1923]
- lifecare-english: LIFE CARE D-LAB & HOSPITAL LTD.: [1140, 1695, 1515, 1755]
- doctor-degree: এমবিবিএস, বিসিএস (স্বাস্থ্য) ২৫০ শয্যা বিশিষ্ট জেনারেল হাসপাতাল: [895, 1940, 1031, 1968]
- list-item: ২.আপনার রোগটি কি ? এবং কেন হলো ? পরীক্ষা বাদেই জানতে পারবেন (ভাক্তার জানায়)।: [26, 1249, 411, 1279]
- doctor-speciality: নাক, কান, গলা রোগ বিশেষজ্ঞ: [751, 1747, 873, 1760]
- realme-shop: আফিয়া টেলিকম: [1347, 1554, 1472, 1580]
- continuation-note: (প্রথম পৃষ্ঠার পর): [599, 895, 666, 908]
- lifecare-head: লাইফ কেয়ার ডি-ল্যাব এন্ড হসপিটাল লিমিটেড: [1131, 1660, 1525, 1693]
- service-list: [1056, 1904, 1225, 2036]
- doctor-degree: এমবিবিএস, বিসিএস (স্বাস্থ্য) এমডি (মেডিসিন): [742, 1942, 881, 1969]
- health-banner: প্রতিদিনের স্বাস্থ্য: [1249, 115, 1635, 167]
- article-headline: জান্নাত লাভের ২ সহজ আমল: [485, 556, 780, 585]
- article-headline: ১০৭৯ দিনের চুয়াডাঙ্গা’ বইয়ের মোড়ক উন্মোচন: [859, 753, 1226, 776]
- paragraph: গত রবিবার জাতীয় ভোক্তা অধিকার সংরক্ষণ অধিদপ্তর রাজধানীর কারওয়ান বাজারে ট্রেডিং কর্পোরেশন অব বাংলাদেশ (টিসিবি) ভবন অডিটোরিয়ামে একটি সভার আয়োজন করে। সেখানে ব্যবসায়ীরা এমন আশ্বাস দিয়েছেন যে এবার রোজায় নিত্যপ্রয়োজনীয় পণ্যের দাম স্থিতিশীল ও সরবরাহ স্বাভাবিক থাকবে। অবশ্য প্রতিবছরই রমজানের আগে ভোগ্য পণ্যের দাম বাড়বে না বলে আশ্বস্ত করে উৎপাদক ও সরবরাহকারী প্রতিষ্ঠানগুলো। গত বছর সরকারের বেঁধে দেওয়া পণ্যমূল্য তদারকি করতে কমিটিও করেছিল ব্যবসায়ীদের শীর্ষ সংগঠন এফবিসিসিআই। ব্যবসায়ীদের আশ্বাসের প্রতিফলন বাজারে খুব একটা দেখা যায়নি।: [17, 353, 419, 459]
- lifecare-doctor-2: [1344, 1777, 1629, 1876]
- homeo-degree-right: (বিডি): [371, 1193, 404, 1207]
- list-item: ৭.ছেলে বা মেয়ে “শাসন বারনে” কোন কাজ হবেনা তাদের শরীর পরিপূর্ণ সুস্থ রাখতে পারেন সুস্থ শরীরে বা মনে কোন কাজ হবেনা তাদের শরীর।: [26, 1370, 411, 1401]
- divider: [431, 1166, 833, 1167]
- health-headline-back-pain: কোমরে ব্যথা থেকে রেহাই মিলবে যেভাবে: [1249, 176, 1635, 212]
- divider: [431, 861, 833, 863]
- list-item: হাড় জোড়া-ভাঙা: [1056, 1906, 1128, 1919]
- realme-ad: [1249, 1409, 1635, 1601]
- homeo-benefits-title: সুবিধা সমূহঃ: [26, 1214, 87, 1229]
- doctor-speciality: মেডিসিন, কিডনী রোগ বিশেষজ্ঞ: [748, 1884, 875, 1897]
- list-item: ১.মেহেরপুর জেলায় এই প্রথম সর্ব বৃহৎ সম্পূর্ণ বিদেশী হোমিওপ্যাথিক ঔষধের ফার্মেসী।: [26, 1231, 408, 1245]
- health-headline-cough: খুসখুসে কাশি কমানোর কিছু ঘরোয়া উপায়: [1249, 599, 1635, 635]
- article-body: হেলালকে আহবায়ক ও মোস্তাফিজুর রহমানকে সদস্য সচিব করে ১৫ সদস্যবিশিষ্ট একটি কার্যনির্বাহী কমিটি গঠন করেছে কমিউনিটি ফোরাম। কমিটির অন্যান্য সদস্যরা হচ্ছেন, যুগ্ম আহবায়ক জাহিদুল ইসলাম ‘মিলন’, অর্থ সম্পাদক নজরুল ইসলাম সেলিম, দপ্তর সম্পাদক সাকিব, আর নির্বাহী সদস্যরা হলেন তরিকুল ইসলাম, রাকিব, তানভীর, রাজু প্রমুখ। কমিটি গঠনের পর সদস্যরা সংগঠনকে এগিয়ে নেওয়ার অঙ্গীকার করেন। নব-নির্বাচিত কমিটির আহবায়ক হিসেবে দায়িত্ব পালন করবেন। পরে তিনি তার বক্তব্যে বলেন, ঢাকাস্থ হাটবোয়ালিয়া কমিউনিটি ফোরাম অঞ্চলের মানুষের পাশে থাকবে এবং সব ধরনের সামাজিক কর্মকাণ্ডে অংশ নিবে।: [846, 913, 1239, 1035]
- continuation-note: (প্রথম পৃষ্ঠার পর): [1008, 780, 1076, 793]
- divider: [17, 936, 419, 938]
- issue-date: ০১ মার্চ ২০২৩ বুধবার: [725, 37, 998, 70]
- reg-label: স্বাস্থ্য অধিদপ্তর থেকে রেজিস্ট্রিকৃত: [1540, 1661, 1620, 1686]
- offer-label: পুরাতন ব্যবস্থা আছে: [941, 1607, 1023, 1620]
- list-item: পক্ষাঘাত: [1228, 2005, 1265, 2018]
- doctor-degree: এমবিবিএস, বিসিএস (স্বাস্থ্য) এফসিপিএস (গাইনি): [604, 1926, 717, 1953]
- editorial-kicker: রমজানে পণ্যমূল্য বৃদ্ধির শঙ্কা: [140, 250, 297, 266]
- jeweler-address: কাসারি পাড়া, মেহেরপুর।: [1125, 1617, 1222, 1630]
